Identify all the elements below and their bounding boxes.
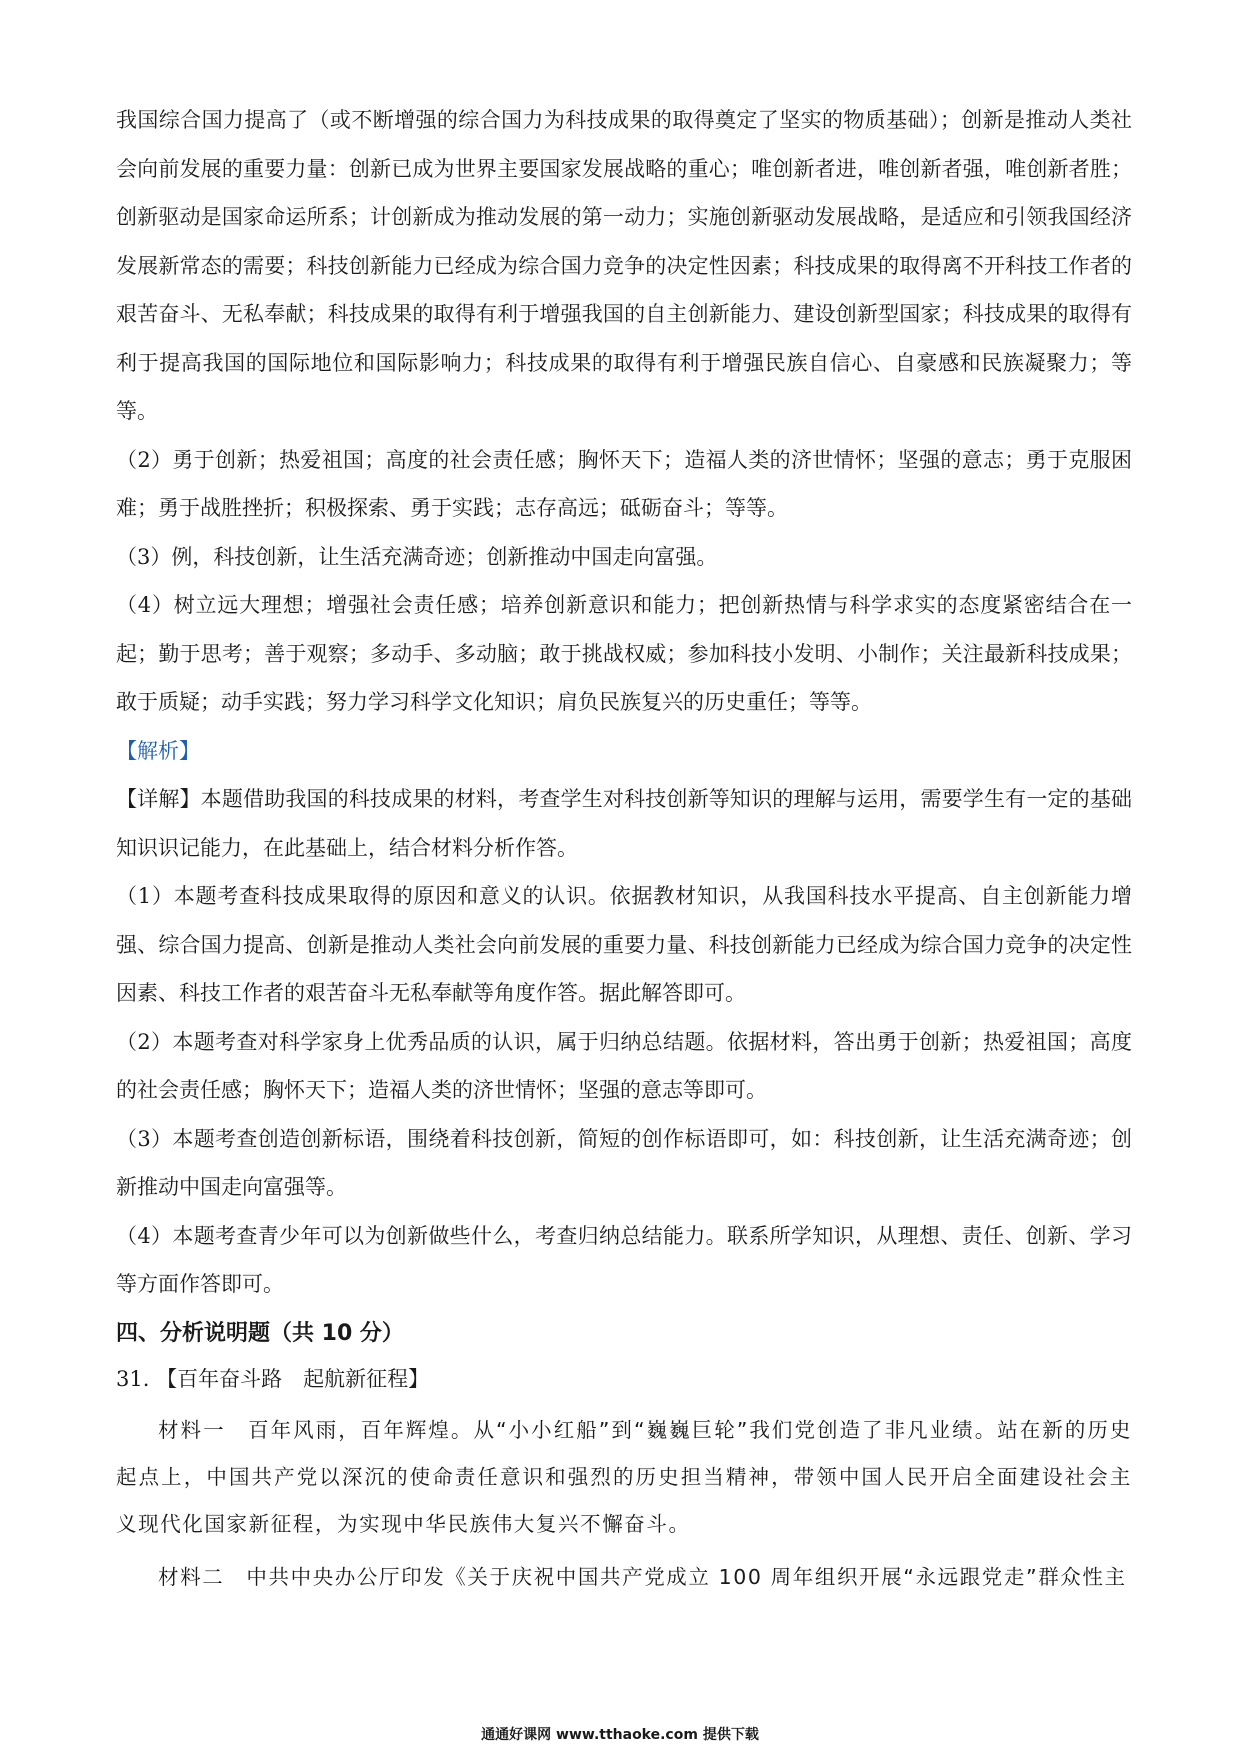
answer-paragraph-4: （4）树立远大理想；增强社会责任感；培养创新意识和能力；把创新热情与科学求实的态度紧密结合在一起；勤于思考；善于观察；多动手、多动脑；敢于挑战权威；参加科技小发明、小制作；关注最新科技成果；敢于质疑；动手实践；努力学习科学文化知识；肩负民族复兴的历史重任；等等。: [116, 593, 1132, 714]
analysis-item-1: （1）本题考查科技成果取得的原因和意义的认识。依据教材知识，从我国科技水平提高、自主创新能力增强、综合国力提高、创新是推动人类社会向前发展的重要力量、科技创新能力已经成为综合国力竞争的决定性因素、科技工作者的艰苦奋斗无私奉献等角度作答。据此解答即可。: [116, 884, 1132, 1005]
page-footer: 通通好课网 www.tthaoke.com 提供下载: [481, 1727, 759, 1743]
answer-paragraph-2: （2）勇于创新；热爱祖国；高度的社会责任感；胸怀天下；造福人类的济世情怀；坚强的意志；勇于克服困难；勇于战胜挫折；积极探索、勇于实践；志存高远；砥砺奋斗；等等。: [116, 447, 1132, 520]
analysis-item-3: （3）本题考查创造创新标语，围绕着科技创新，简短的创作标语即可，如：科技创新，让生活充满奇迹；创新推动中国走向富强等。: [116, 1126, 1132, 1199]
answer-paragraph-1: 我国综合国力提高了（或不断增强的综合国力为科技成果的取得奠定了坚实的物质基础）；创新是推动人类社会向前发展的重要力量：创新已成为世界主要国家发展战略的重心；唯创新者进，唯创新者强，唯创新者胜；创新驱动是国家命运所系；计创新成为推动发展的第一动力；实施创新驱动发展战略，是适应和引领我国经济发展新常态的需要；科技创新能力已经成为综合国力竞争的决定性因素；科技成果的取得离不开科技工作者的艰苦奋斗、无私奉献；科技成果的取得有利于增强我国的自主创新能力、建设创新型国家；科技成果的取得有利于提高我国的国际地位和国际影响力；科技成果的取得有利于增强民族自信心、自豪感和民族凝聚力；等等。: [116, 108, 1132, 423]
material-two: 材料二 中共中央办公厅印发《关于庆祝中国共产党成立 100 周年组织开展“永远跟党走”群众性主: [158, 1564, 1127, 1589]
analysis-item-4: （4）本题考查青少年可以为创新做些什么，考查归纳总结能力。联系所学知识，从理想、责任、创新、学习等方面作答即可。: [116, 1223, 1132, 1296]
document-page: [116, 96, 1132, 1601]
section-heading: 四、分析说明题（共 10 分）: [116, 1320, 404, 1346]
question-title: 31. 【百年奋斗路 起航新征程】: [116, 1366, 430, 1391]
analysis-tag: 【解析】: [116, 738, 200, 763]
answer-paragraph-3: （3）例，科技创新，让生活充满奇迹；创新推动中国走向富强。: [116, 544, 718, 569]
material-one: 材料一 百年风雨，百年辉煌。从“小小红船”到“巍巍巨轮”我们党创造了非凡业绩。站在新的历史起点上，中国共产党以深沉的使命责任意识和强烈的历史担当精神，带领中国人民开启全面建设社会主义现代化国家新征程，为实现中华民族伟大复兴不懈奋斗。: [116, 1417, 1132, 1536]
analysis-detail: 【详解】本题借助我国的科技成果的材料，考查学生对科技创新等知识的理解与运用，需要学生有一定的基础知识识记能力，在此基础上，结合材料分析作答。: [116, 787, 1132, 860]
analysis-item-2: （2）本题考查对科学家身上优秀品质的认识，属于归纳总结题。依据材料，答出勇于创新；热爱祖国；高度的社会责任感；胸怀天下；造福人类的济世情怀；坚强的意志等即可。: [116, 1029, 1132, 1102]
